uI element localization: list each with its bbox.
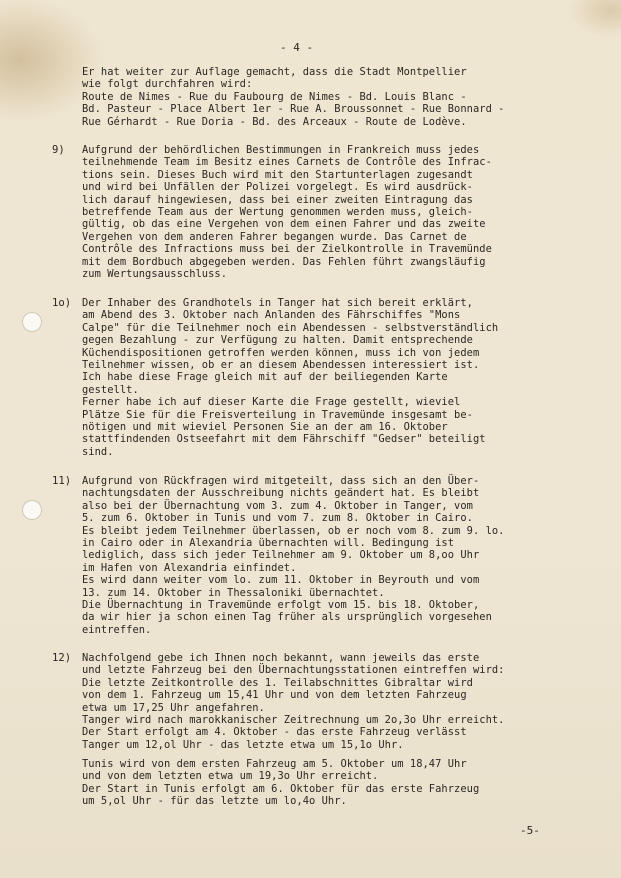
text-line: nachtungsdaten der Ausschreibung nichts geändert hat. Es bleibt bbox=[82, 487, 480, 500]
text-line: Tanger um 12,ol Uhr - das letzte etwa um 15,1o Uhr. bbox=[82, 738, 404, 751]
text-line: Der Start in Tunis erfolgt am 6. Oktober für das erste Fahrzeug bbox=[82, 782, 480, 795]
text-line: Aufgrund der behördlichen Bestimmungen in Frankreich muss jedes bbox=[82, 144, 480, 156]
section-number: 11) bbox=[52, 475, 72, 487]
text-line: Route de Nimes - Rue du Faubourg de Nimes - Bd. Louis Blanc - bbox=[82, 90, 467, 103]
section-number: 9) bbox=[52, 144, 65, 156]
text-line: lediglich, dass sich jeder Teilnehmer am 9. Oktober um 8,oo Uhr bbox=[82, 549, 480, 562]
text-line: nötigen und mit wieviel Personen Sie an der am 16. Oktober bbox=[82, 421, 448, 434]
punch-hole bbox=[22, 500, 42, 520]
text-line: Bd. Pasteur - Place Albert 1er - Rue A. Broussonnet - Rue Bonnard - bbox=[82, 103, 505, 116]
text-line: wie folgt durchfahren wird: bbox=[82, 78, 253, 91]
text-line: Calpe" für die Teilnehmer noch ein Abendessen - selbstverständlich bbox=[82, 321, 499, 334]
text-line: von dem 1. Fahrzeug um 15,41 Uhr und von dem letzten Fahrzeug bbox=[82, 689, 467, 702]
text-line: Küchendispositionen getroffen werden können, muss ich von jedem bbox=[82, 346, 480, 359]
section-9 bbox=[52, 144, 592, 281]
text-line: stattfindenden Ostseefahrt mit dem Fährschiff "Gedser" beteiligt bbox=[82, 433, 486, 446]
text-line: Es bleibt jedem Teilnehmer überlassen, ob er noch vom 8. zum 9. lo. bbox=[82, 524, 505, 537]
section-10 bbox=[52, 297, 592, 458]
text-line: Der Inhaber des Grandhotels in Tanger hat sich bereit erklärt, bbox=[82, 297, 473, 309]
text-line: mit dem Bordbuch abgegeben werden. Das Fehlen führt zwangsläufig bbox=[82, 255, 486, 268]
text-line: Er hat weiter zur Auflage gemacht, dass die Stadt Montpellier bbox=[82, 66, 467, 78]
text-line: betreffende Team aus der Wertung genommen werden muss, gleich- bbox=[82, 206, 473, 219]
text-line: Ferner habe ich auf dieser Karte die Frage gestellt, wieviel bbox=[82, 396, 461, 409]
section-number: 12) bbox=[52, 652, 72, 664]
text-line: und wird bei Unfällen der Polizei vorgelegt. Es wird ausdrück- bbox=[82, 181, 473, 194]
text-line: tions sein. Dieses Buch wird mit den Startunterlagen zugesandt bbox=[82, 168, 473, 181]
page-number: - 4 - bbox=[280, 41, 314, 54]
text-line: 5. zum 6. Oktober in Tunis und vom 7. zum 8. Oktober in Cairo. bbox=[82, 512, 473, 525]
text-line: Nachfolgend gebe ich Ihnen noch bekannt, wann jeweils das erste bbox=[82, 652, 480, 664]
section-12-continued bbox=[82, 758, 592, 808]
section-12 bbox=[52, 652, 592, 751]
section-11 bbox=[52, 475, 592, 636]
text-line: also bei der Übernachtung vom 3. zum 4. Oktober in Tanger, vom bbox=[82, 499, 473, 512]
text-line: im Hafen von Alexandria einfindet. bbox=[82, 561, 297, 574]
text-line: lich darauf hingewiesen, dass bei einer zweiten Eintragung das bbox=[82, 193, 473, 206]
text-line: teilnehmende Team im Besitz eines Carnets de Contrôle des Infrac- bbox=[82, 156, 492, 169]
section-number: 1o) bbox=[52, 297, 72, 309]
text-line: Rue Gérhardt - Rue Doria - Bd. des Arceaux - Route de Lodève. bbox=[82, 115, 467, 128]
text-line: und von dem letzten etwa um 19,3o Uhr erreicht. bbox=[82, 770, 379, 783]
text-line: Tanger wird nach marokkanischer Zeitrechnung um 2o,3o Uhr erreicht. bbox=[82, 714, 505, 727]
text-line: da wir hier ja schon einen Tag früher als ursprünglich vorgesehen bbox=[82, 611, 492, 624]
text-line: Teilnehmer wissen, ob er an diesem Abendessen interessiert ist. bbox=[82, 359, 480, 372]
text-line: Ich habe diese Frage gleich mit auf der beiliegenden Karte bbox=[82, 371, 448, 384]
text-line: 13. zum 14. Oktober in Thessaloniki übernachtet. bbox=[82, 586, 385, 599]
text-line: Vergehen von dem anderen Fahrer begangen wurde. Das Carnet de bbox=[82, 230, 467, 243]
text-line: sind. bbox=[82, 445, 114, 458]
text-line: am Abend des 3. Oktober nach Anlanden des Fährschiffes "Mons bbox=[82, 309, 461, 322]
text-line: etwa um 17,25 Uhr angefahren. bbox=[82, 701, 265, 714]
text-line: zum Wertungsausschluss. bbox=[82, 268, 228, 281]
text-line: um 5,ol Uhr - für das letzte um lo,4o Uhr. bbox=[82, 795, 347, 808]
text-line: in Cairo oder in Alexandria übernachten will. Bedingung ist bbox=[82, 537, 455, 550]
next-page-marker: -5- bbox=[520, 824, 540, 837]
text-line: Der Start erfolgt am 4. Oktober - das erste Fahrzeug verlässt bbox=[82, 726, 467, 739]
text-line: Contrôle des Infractions muss bei der Zielkontrolle in Travemünde bbox=[82, 243, 492, 256]
intro-paragraph bbox=[82, 66, 592, 128]
text-line: Die Übernachtung in Travemünde erfolgt vom 15. bis 18. Oktober, bbox=[82, 599, 480, 612]
text-line: und letzte Fahrzeug bei den Übernachtungsstationen eintreffen wird: bbox=[82, 664, 505, 677]
text-line: eintreffen. bbox=[82, 623, 152, 636]
text-line: Es wird dann weiter vom lo. zum 11. Oktober in Beyrouth und vom bbox=[82, 574, 480, 587]
text-line: gegen Bezahlung - zur Verfügung zu halten. Damit entsprechende bbox=[82, 334, 473, 347]
text-line: gestellt. bbox=[82, 383, 139, 396]
text-line: gültig, ob das eine Vergehen von dem einen Fahrer und das zweite bbox=[82, 218, 486, 231]
text-line: Plätze Sie für die Freisverteilung in Travemünde insgesamt be- bbox=[82, 408, 473, 421]
text-line: Die letzte Zeitkontrolle des 1. Teilabschnittes Gibraltar wird bbox=[82, 676, 473, 689]
punch-hole bbox=[22, 312, 42, 332]
text-line: Tunis wird von dem ersten Fahrzeug am 5. Oktober um 18,47 Uhr bbox=[82, 758, 467, 770]
text-line: Aufgrund von Rückfragen wird mitgeteilt, dass sich an den Über- bbox=[82, 475, 480, 487]
